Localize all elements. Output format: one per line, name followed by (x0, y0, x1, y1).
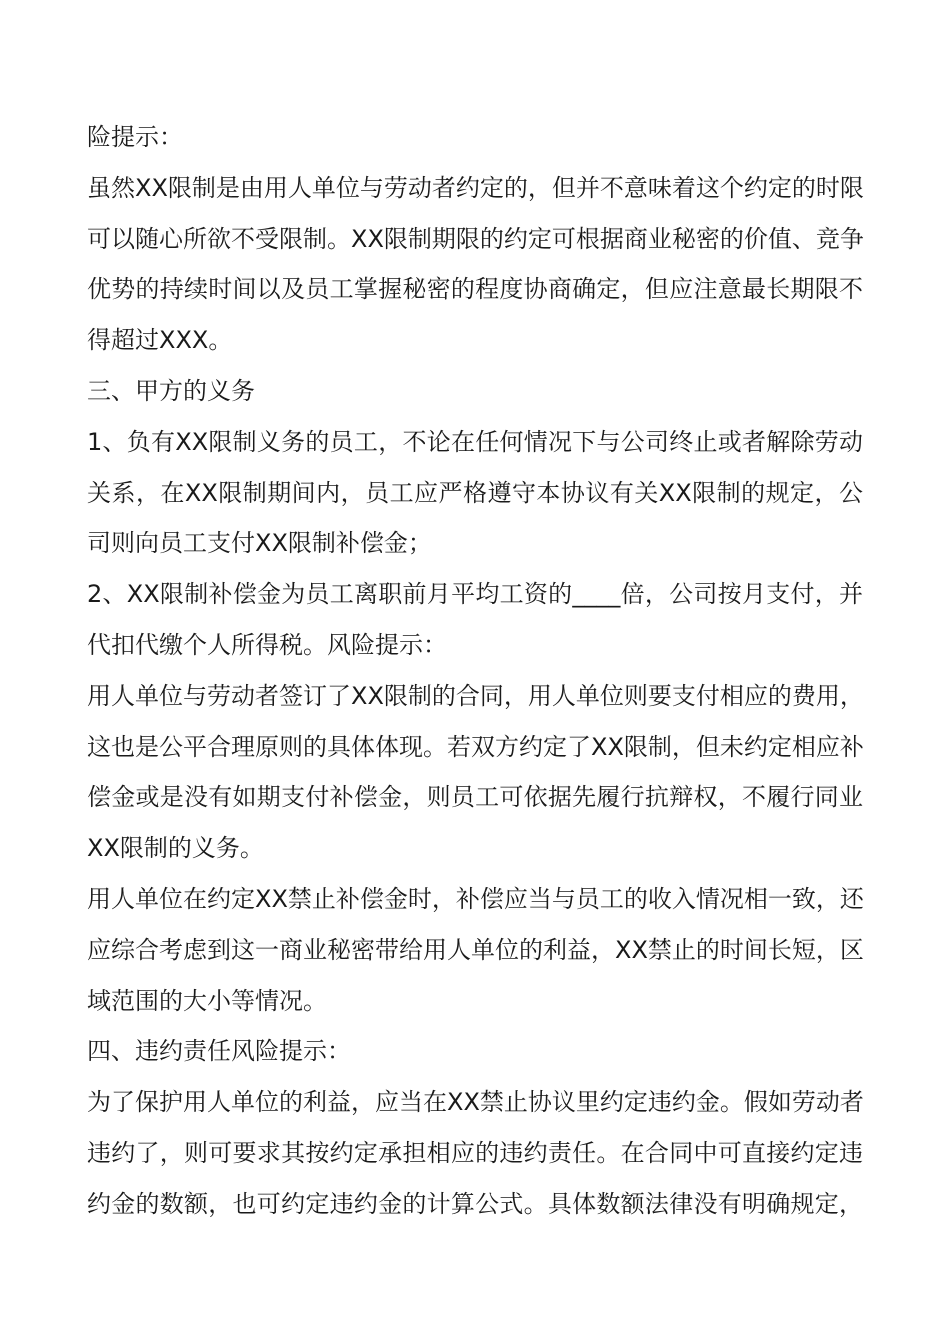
section-heading: 三、甲方的义务 (87, 376, 255, 405)
text-line: 为了保护用人单位的利益，应当在XX禁止协议里约定违约金。假如劳动者 (87, 1088, 864, 1117)
text-line: 偿金或是没有如期支付补偿金，则员工可依据先履行抗辩权，不履行同业 (87, 783, 863, 812)
text-line: XX限制的义务。 (87, 834, 264, 863)
text-line: 1、负有XX限制义务的员工，不论在任何情况下与公司终止或者解除劳动 (87, 427, 863, 456)
text-line: 得超过XXX。 (87, 326, 233, 355)
text-line: 关系，在XX限制期间内，员工应严格遵守本协议有关XX限制的规定，公 (87, 478, 863, 507)
text-line: 约金的数额，也可约定违约金的计算公式。具体数额法律没有明确规定， (87, 1189, 863, 1218)
section-heading: 四、违约责任风险提示： (87, 1037, 351, 1066)
text-line: 域范围的大小等情况。 (87, 986, 327, 1015)
text-line: 可以随心所欲不受限制。XX限制期限的约定可根据商业秘密的价值、竞争 (87, 224, 864, 253)
text-line: 这也是公平合理原则的具体体现。若双方约定了XX限制，但未约定相应补 (87, 732, 864, 761)
text-line: 司则向员工支付XX限制补偿金； (87, 529, 432, 558)
text-line: 用人单位在约定XX禁止补偿金时，补偿应当与员工的收入情况相一致，还 (87, 884, 864, 913)
text-line: 应综合考虑到这一商业秘密带给用人单位的利益，XX禁止的时间长短，区 (87, 935, 864, 964)
text-line: 违约了，则可要求其按约定承担相应的违约责任。在合同中可直接约定违 (87, 1138, 863, 1167)
text-line: 2、XX限制补偿金为员工离职前月平均工资的____倍，公司按月支付，并 (87, 580, 863, 609)
text-line: 险提示： (87, 123, 183, 151)
text-line: 用人单位与劳动者签订了XX限制的合同，用人单位则要支付相应的费用， (87, 681, 864, 710)
text-line: 优势的持续时间以及员工掌握秘密的程度协商确定，但应注意最长期限不 (87, 275, 863, 304)
text-line: 代扣代缴个人所得税。风险提示： (87, 630, 447, 659)
document-body (87, 112, 863, 1230)
text-line: 虽然XX限制是由用人单位与劳动者约定的，但并不意味着这个约定的时限 (87, 173, 864, 202)
